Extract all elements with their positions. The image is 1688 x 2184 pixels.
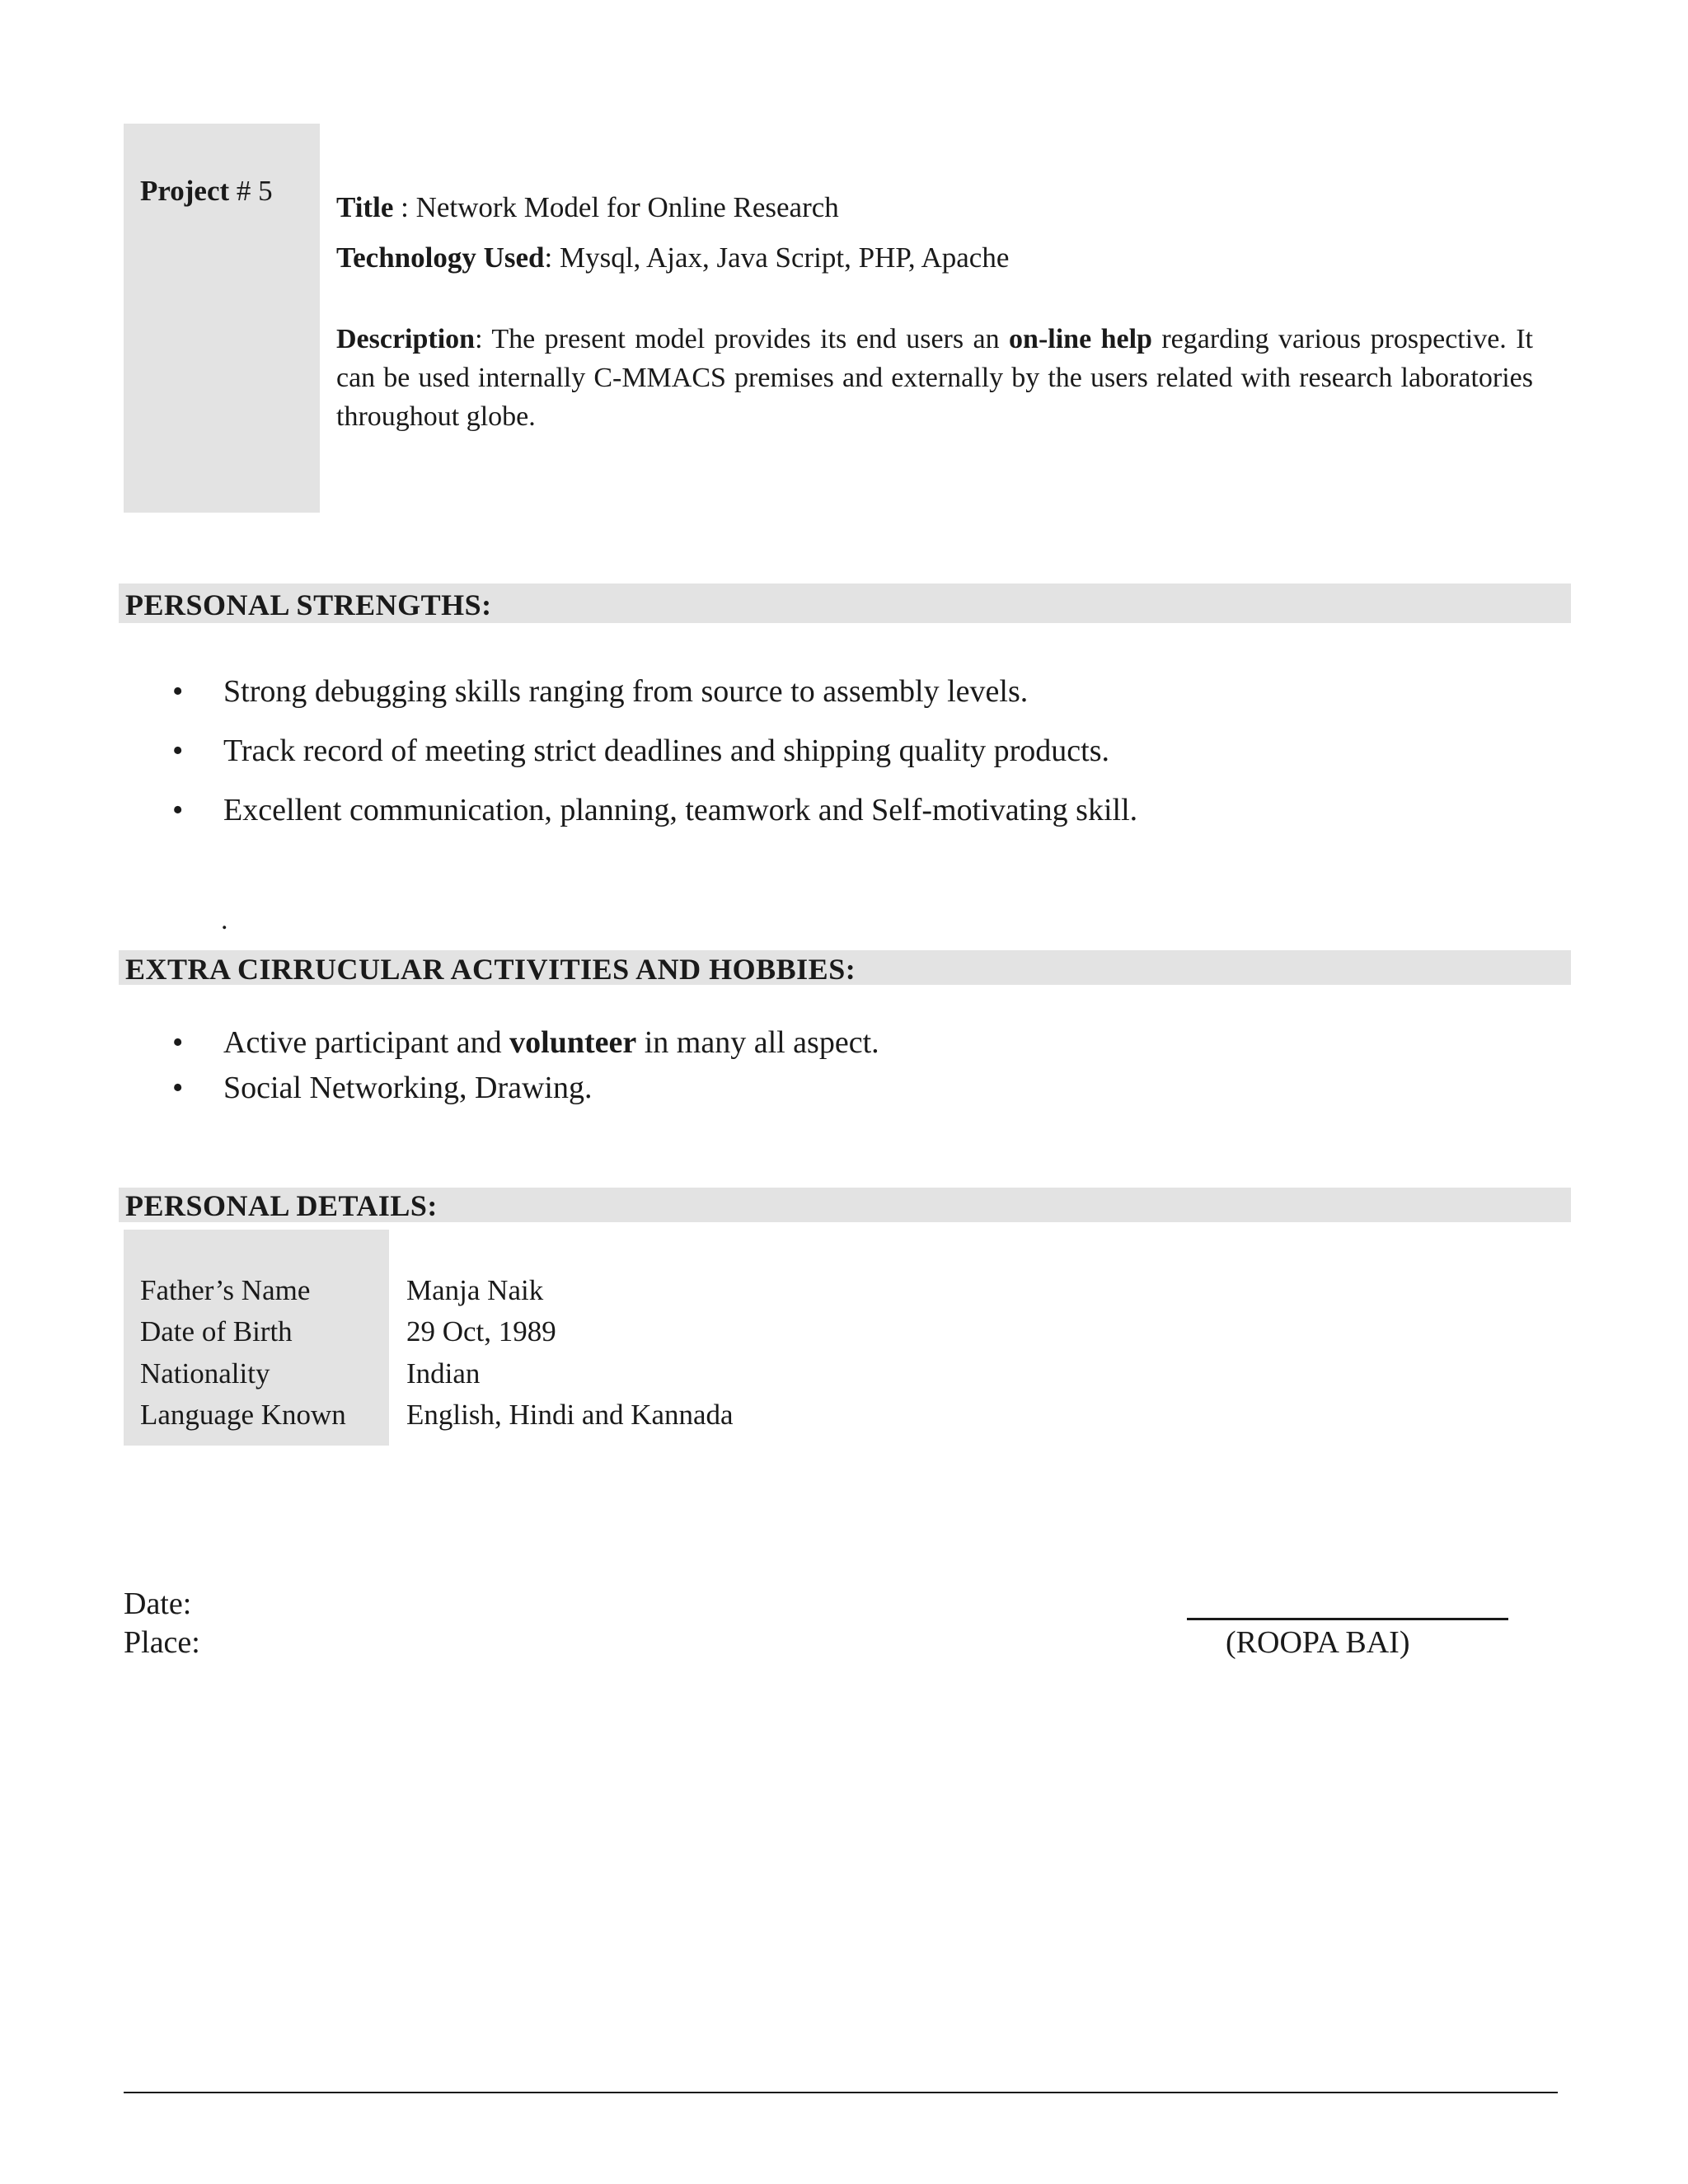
personal-details-heading: PERSONAL DETAILS:: [125, 1189, 438, 1222]
pd-value-language: English, Hindi and Kannada: [406, 1399, 734, 1431]
project-technology: Technology Used: Mysql, Ajax, Java Script, PHP, Apache: [336, 241, 1010, 274]
bullet-icon: •: [172, 1071, 184, 1105]
place-label: Place:: [124, 1625, 200, 1660]
signature-line: [1187, 1618, 1508, 1620]
list-item: • Track record of meeting strict deadlines and shipping quality products.: [169, 721, 1137, 780]
project-title: Title : Network Model for Online Research: [336, 191, 839, 223]
bullet-icon: •: [172, 1025, 184, 1060]
pd-value-dob: 29 Oct, 1989: [406, 1315, 556, 1347]
list-item: • Social Networking, Drawing.: [169, 1066, 879, 1111]
strengths-heading: PERSONAL STRENGTHS:: [125, 588, 492, 621]
signature-name: (ROOPA BAI): [1226, 1625, 1410, 1660]
pd-value-father: Manja Naik: [406, 1274, 544, 1306]
hobbies-list: [169, 1020, 879, 1111]
project-number-label: Project # 5: [140, 175, 273, 207]
pd-label-nationality: Nationality: [140, 1357, 270, 1390]
bullet-icon: •: [172, 733, 184, 768]
pd-label-language: Language Known: [140, 1399, 346, 1431]
pd-label-dob: Date of Birth: [140, 1315, 293, 1347]
bullet-icon: •: [172, 674, 184, 709]
date-label: Date:: [124, 1586, 192, 1621]
list-item: • Active participant and volunteer in many all aspect.: [169, 1020, 879, 1066]
pd-value-nationality: Indian: [406, 1357, 481, 1390]
stray-period: .: [221, 905, 228, 935]
project-description: Description: The present model provides its end users an on-line help regarding various prospective. It can be used internally C-MMACS premises and externally by the users related with research laboratories throughout globe.: [336, 324, 1533, 432]
list-item: • Strong debugging skills ranging from source to assembly levels.: [169, 662, 1137, 721]
pd-label-father: Father’s Name: [140, 1274, 311, 1306]
list-item: • Excellent communication, planning, teamwork and Self-motivating skill.: [169, 780, 1137, 840]
hobbies-heading: EXTRA CIRRUCULAR ACTIVITIES AND HOBBIES:: [125, 953, 856, 986]
strengths-list: [169, 662, 1137, 840]
bullet-icon: •: [172, 793, 184, 827]
page-bottom-rule: [124, 2092, 1558, 2093]
